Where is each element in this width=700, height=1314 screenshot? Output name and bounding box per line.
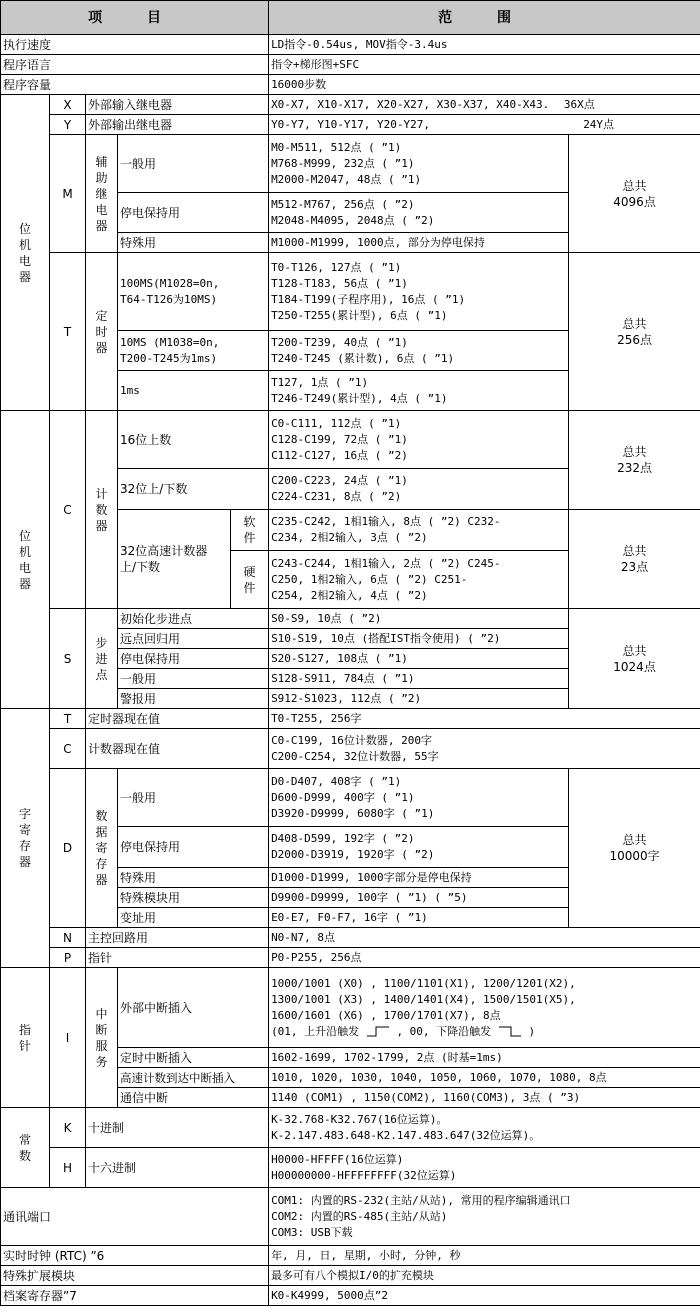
comm-port-label: 通讯端口: [1, 1188, 269, 1246]
row-prog-cap: [1, 75, 700, 95]
m-sub: 辅 助 继 电 器: [86, 135, 118, 253]
header-item: 项 目: [1, 1, 269, 35]
s-home-label: 远点回归用: [118, 629, 269, 649]
s-alarm-label: 警报用: [118, 689, 269, 709]
reg-t-label: 定时器现在值: [86, 709, 269, 729]
s-init-label: 初始化步进点: [118, 609, 269, 629]
s-init-value: S0-S9, 10点 ( ”2): [269, 609, 569, 629]
s-total: 总共 1024点: [569, 609, 700, 709]
reg-t-value: T0-T255, 256字: [269, 709, 700, 729]
d-total: 总共 10000字: [569, 769, 700, 928]
i-external-value: [269, 968, 700, 1048]
c-up16-value: C0-C111, 112点 ( ”1) C128-C199, 72点 ( ”1) C112-C127, 16点 ( ”2): [269, 411, 569, 469]
reg-p-code: P: [50, 948, 86, 968]
row-const-h: [1, 1148, 700, 1188]
row-reg-n: [1, 928, 700, 948]
s-code: S: [50, 609, 86, 709]
m-general-label: 一般用: [118, 135, 269, 193]
header-range: 范 围: [269, 1, 700, 35]
register-group-label: 字 寄 存 器: [1, 709, 50, 968]
reg-n-value: N0-N7, 8点: [269, 928, 700, 948]
constant-group-label: 常 数: [1, 1108, 50, 1188]
row-rtc: [1, 1246, 700, 1266]
m-code: M: [50, 135, 86, 253]
i-comm-value: 1140 (COM1) , 1150(COM2), 1160(COM3), 3点 ( ”3): [269, 1088, 700, 1108]
y-label: 外部输出继电器: [86, 115, 269, 135]
d-latched-label: 停电保持用: [118, 827, 269, 868]
pointer-group-label: 指 针: [1, 968, 50, 1108]
file-reg-value: K0-K4999, 5000点”2: [269, 1286, 700, 1306]
row-reg-t: [1, 709, 700, 729]
d-index-value: E0-E7, F0-F7, 16字 ( ”1): [269, 908, 569, 928]
c-code: C: [50, 411, 86, 609]
reg-c-label: 计数器现在值: [86, 729, 269, 769]
header-row: [1, 1, 700, 35]
m-latched-value: M512-M767, 256点 ( ”2) M2048-M4095, 2048点 ( ”2): [269, 193, 569, 233]
row-s-init: [1, 609, 700, 629]
const-h-value: H0000-HFFFF(16位运算) H00000000-HFFFFFFFF(32位运算): [269, 1148, 700, 1188]
m-special-value: M1000-M1999, 1000点, 部分为停电保持: [269, 233, 569, 253]
m-latched-label: 停电保持用: [118, 193, 269, 233]
row-d-general: [1, 769, 700, 827]
expansion-label: 特殊扩展模块: [1, 1266, 269, 1286]
d-module-label: 特殊模块用: [118, 888, 269, 908]
x-value: [269, 95, 700, 115]
c-up16-label: 16位上数: [118, 411, 269, 469]
t-total: 总共 256点: [569, 253, 700, 411]
c-updown32-label: 32位上/下数: [118, 469, 269, 510]
s-alarm-value: S912-S1023, 112点 ( ”2): [269, 689, 569, 709]
y-value: [269, 115, 700, 135]
t-code: T: [50, 253, 86, 411]
d-general-value: D0-D407, 408字 ( ”1) D600-D999, 400字 ( ”1) D3920-D9999, 6080字 ( ”1): [269, 769, 569, 827]
row-reg-p: [1, 948, 700, 968]
row-x: [1, 95, 700, 115]
m-general-value: M0-M511, 512点 ( ”1) M768-M999, 232点 ( ”1) M2000-M2047, 48点 ( ”1): [269, 135, 569, 193]
t10-value: T200-T239, 40点 ( ”1) T240-T245 (累计数), 6点 ( ”1): [269, 331, 569, 371]
x-label: 外部输入继电器: [86, 95, 269, 115]
x-count: 36X点: [563, 97, 595, 111]
d-general-label: 一般用: [118, 769, 269, 827]
c-hs-soft-label: 软 件: [231, 510, 269, 551]
row-const-k: [1, 1108, 700, 1148]
c-sub: 计 数 器: [86, 411, 118, 609]
prog-cap-value: 16000步数: [269, 75, 700, 95]
reg-c-value: C0-C199, 16位计数器, 200字 C200-C254, 32位计数器, 55字: [269, 729, 700, 769]
i-timer-label: 定时中断插入: [118, 1048, 269, 1068]
t100-value: T0-T126, 127点 ( ”1) T128-T183, 56点 ( ”1) T184-T199(子程序用), 16点 ( ”1) T250-T255(累计型), 6点 ( ”1): [269, 253, 569, 331]
row-file-reg: [1, 1286, 700, 1306]
i-comm-label: 通信中断: [118, 1088, 269, 1108]
i-hsc-label: 高速计数到达中断插入: [118, 1068, 269, 1088]
row-c-up16: [1, 411, 700, 469]
i-sub: 中 断 服 务: [86, 968, 118, 1108]
i-external-close: ): [528, 1024, 536, 1038]
s-home-value: S10-S19, 10点 (搭配IST指令使用) ( ”2): [269, 629, 569, 649]
reg-p-label: 指针: [86, 948, 269, 968]
c-total-b: 总共 23点: [569, 510, 700, 609]
d-sub: 数 据 寄 存 器: [86, 769, 118, 928]
i-external-label: 外部中断插入: [118, 968, 269, 1048]
row-i-external: [1, 968, 700, 1048]
reg-n-label: 主控回路用: [86, 928, 269, 948]
const-h-label: 十六进制: [86, 1148, 269, 1188]
d-code: D: [50, 769, 86, 928]
row-comm-port: [1, 1188, 700, 1246]
row-reg-c: [1, 729, 700, 769]
d-special-label: 特殊用: [118, 868, 269, 888]
counter-group-label: 位 机 电 器: [1, 411, 50, 709]
y-count: 24Y点: [583, 117, 615, 131]
c-hs-label: 32位高速计数器 上/下数: [118, 510, 231, 609]
s-general-value: S128-S911, 784点 ( ”1): [269, 669, 569, 689]
const-k-code: K: [50, 1108, 86, 1148]
t10-label: 10MS (M1038=0n, T200-T245为1ms): [118, 331, 269, 371]
row-expansion: [1, 1266, 700, 1286]
c-hs-soft-value: C235-C242, 1相1输入, 8点 ( ”2) C232- C234, 2相2输入, 3点 ( ”2): [269, 510, 569, 551]
i-external-rise-text: (01, 上升沿触发: [271, 1024, 360, 1038]
expansion-value: 最多可有八个模拟I/0的扩充模块: [269, 1266, 700, 1286]
y-range: Y0-Y7, Y10-Y17, Y20-Y27,: [271, 117, 431, 131]
t1-label: 1ms: [118, 371, 269, 411]
row-prog-lang: [1, 55, 700, 75]
m-total: 总共 4096点: [569, 135, 700, 253]
c-hs-hard-value: C243-C244, 1相1输入, 2点 ( ”2) C245- C250, 1相2输入, 6点 ( ”2) C251- C254, 2相2输入, 4点 ( ”2): [269, 551, 569, 609]
c-hs-hard-label: 硬 件: [231, 551, 269, 609]
d-special-value: D1000-D1999, 1000字部分是停电保持: [269, 868, 569, 888]
reg-n-code: N: [50, 928, 86, 948]
s-latched-label: 停电保持用: [118, 649, 269, 669]
x-code: X: [50, 95, 86, 115]
rtc-label: 实时时钟 (RTC) ”6: [1, 1246, 269, 1266]
y-code: Y: [50, 115, 86, 135]
row-m-general: [1, 135, 700, 193]
relay-group-label: 位 机 电 器: [1, 95, 50, 411]
s-sub: 步 进 点: [86, 609, 118, 709]
reg-t-code: T: [50, 709, 86, 729]
exec-speed-label: 执行速度: [1, 35, 269, 55]
const-k-value: K-32.768-K32.767(16位运算)。 K-2.147.483.648-K2.147.483.647(32位运算)。: [269, 1108, 700, 1148]
d-index-label: 变址用: [118, 908, 269, 928]
t-sub: 定 时 器: [86, 253, 118, 411]
exec-speed-value: LD指令-0.54us, MOV指令-3.4us: [269, 35, 700, 55]
falling-edge-icon: [498, 1026, 522, 1037]
d-module-value: D9900-D9999, 100字 ( ”1) ( ”5): [269, 888, 569, 908]
row-y: [1, 115, 700, 135]
const-k-label: 十进制: [86, 1108, 269, 1148]
prog-lang-label: 程序语言: [1, 55, 269, 75]
const-h-code: H: [50, 1148, 86, 1188]
d-latched-value: D408-D599, 192字 ( ”2) D2000-D3919, 1920字 ( ”2): [269, 827, 569, 868]
reg-p-value: P0-P255, 256点: [269, 948, 700, 968]
rtc-value: 年, 月, 日, 星期, 小时, 分钟, 秒: [269, 1246, 700, 1266]
i-external-fall-text: , 00, 下降沿触发: [396, 1024, 492, 1038]
t1-value: T127, 1点 ( ”1) T246-T249(累计型), 4点 ( ”1): [269, 371, 569, 411]
x-range: X0-X7, X10-X17, X20-X27, X30-X37, X40-X43.: [271, 97, 550, 111]
rising-edge-icon: [366, 1026, 390, 1037]
row-t-100: [1, 253, 700, 331]
i-hsc-value: 1010, 1020, 1030, 1040, 1050, 1060, 1070, 1080, 8点: [269, 1068, 700, 1088]
prog-lang-value: 指令+梯形图+SFC: [269, 55, 700, 75]
comm-port-value: COM1: 内置的RS-232(主站/从站), 常用的程序编辑通讯口 COM2: 内置的RS-485(主站/从站) COM3: USB下载: [269, 1188, 700, 1246]
prog-cap-label: 程序容量: [1, 75, 269, 95]
i-external-list: 1000/1001 (X0) , 1100/1101(X1), 1200/1201(X2), 1300/1001 (X3) , 1400/1401(X4), 1500/1501(X5), 1600/1601 (X6) , 1700/1701(X7), 8点: [271, 976, 576, 1022]
i-code: I: [50, 968, 86, 1108]
row-exec-speed: [1, 35, 700, 55]
m-special-label: 特殊用: [118, 233, 269, 253]
i-timer-value: 1602-1699, 1702-1799, 2点 (时基=1ms): [269, 1048, 700, 1068]
s-general-label: 一般用: [118, 669, 269, 689]
reg-c-code: C: [50, 729, 86, 769]
file-reg-label: 档案寄存器”7: [1, 1286, 269, 1306]
c-total-a: 总共 232点: [569, 411, 700, 510]
c-updown32-value: C200-C223, 24点 ( ”1) C224-C231, 8点 ( ”2): [269, 469, 569, 510]
t100-label: 100MS(M1028=0n, T64-T126为10MS): [118, 253, 269, 331]
s-latched-value: S20-S127, 108点 ( ”1): [269, 649, 569, 669]
